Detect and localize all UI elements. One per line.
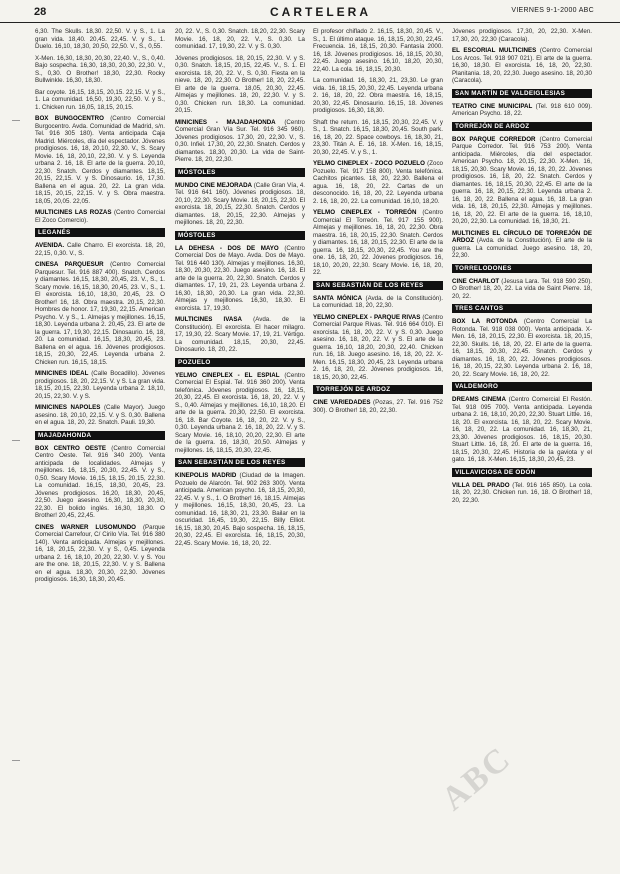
showtimes-text: (Avda. de la Constitución). La comunidad. 18, 20, 22,30. [313, 294, 443, 309]
cinema-listing [313, 399, 443, 414]
showtimes-text: (Centro Comercial La Rotonda. Tel. 918 038 000). Venta anticipada. X-Men. 16, 18, 20,15, 22,30. El exorcista. 18, 20,15, 22,30. Skulls. 16, 18, 20, 22. El arte de la guerra. 16, 18,15, 20,30, 22,45. Snatch. Cerdos y diamantes. 16, 18, 20, 22. Jóvenes prodigiosos. 16, 18, 20,15, 22,30. Leyenda urbana 2. 16, 18, 20, 22. Scary Movie. 16, 18, 20, 22. [452, 318, 592, 378]
section-title: CARTELERA [270, 5, 371, 19]
showtimes-text: La comunidad. 16, 18,30, 21, 23,30. Le gran vida. 16, 18,15, 20,30, 22,45. Leyenda urbana 2. 16, 18, 20, 22. Obra maestra. 16, 18,15, 20,30, 22,45. Dinosaurio. 16,15, 18. Jóvenes prodigiosos. 16,30, 18,30. [313, 77, 443, 114]
showtimes-text: X-Men. 16,30, 18,30, 20,30, 22,40. V., S., 0,40. Bajo sospecha. 16,30, 18,30, 20,30, 22,30. V., S., 0,30. O Brother! 18,30, 22,30. Rocky Bullwinkle. 16,30, 18,30. [35, 54, 165, 84]
cinema-listing [452, 396, 592, 464]
showtimes-text: Jóvenes prodigiosos. 17,30, 20, 22,30. X-Men. 17,30, 20, 22,30 (Caracola). [452, 28, 592, 43]
margin-mark [12, 760, 20, 761]
cinema-listing [452, 278, 592, 301]
showtimes-text: Shaft the return. 16, 18,15, 20,30, 22,45. V. y S., 1. Snatch. 16,15, 18,30, 20,45. South park. 16, 18, 20, 22. Space cowboys. 16, 18,30, 21, 23,30. Titán A. E. 16, 18. X-Men. 16, 18,15, 20,30, 22,45. V. y S., 1. [313, 118, 443, 156]
cinema-listing [35, 404, 165, 427]
cinema-listing [313, 314, 443, 382]
showtimes-text: (Centro Comercial Parque Corredor. Tel. 916 753 200). Venta anticipada. Miércoles, día del espectador. American Psycho. 18, 20,15, 22,30. X-Men. 16, 18,15, 20,30. Scary Movie. 16, 18, 20, 22. Jóvenes prodigiosos. 16, 18, 20, 22. Snatch. Cerdos y diamantes. 16, 18,15, 20,30, 22,45. El arte de la guerra. 16, 18, 20,15, 22,30. Leyenda urbana 2. 16, 18, 20, 22. Ballena el agua. 16, 18. La gran vida. 16, 18, 20,15, 22,30. Almejas y mejillones. 16, 18, 20, 22. El arte de la guerra. 16, 18,10, 20,20, 22,30. La comunidad. 16, 18,30, 21. [452, 135, 592, 225]
showtimes-text: (Jesusa Lara. Tel. 918 590 250). O Brother! 18, 20, 22. La vida de Saint Pierre. 18, 20, 22. [452, 277, 592, 300]
cinema-name: MULTICINES EL CÍRCULO DE TORREJÓN DE ARDOZ [452, 229, 592, 244]
listings-column-3 [313, 28, 443, 860]
cinema-listing [175, 372, 305, 455]
cinema-listing [175, 245, 305, 313]
cinema-name: BOX BUNGOCENTRO [35, 115, 104, 122]
listings-column-2 [175, 28, 305, 860]
showtimes-text: (Tel. 916 165 850). La cola. 18, 20, 22,30. Chicken run. 16, 18. O Brother! 18, 20, 22,30. [452, 481, 592, 504]
cinema-name: YELMO CINEPLEX - ZOCO POZUELO [313, 160, 425, 167]
area-heading: SAN SEBASTIÁN DE LOS REYES [175, 458, 305, 467]
area-heading: SAN SEBASTIÁN DE LOS REYES [313, 281, 443, 290]
area-heading: TORRELODONES [452, 264, 592, 273]
cinema-listing [452, 482, 592, 505]
area-heading: SAN MARTÍN DE VALDEIGLESIAS [452, 89, 592, 98]
cinema-listing [175, 119, 305, 164]
showtimes-text: (Centro Comercial El Restón. Tel. 918 095 700). Venta anticipada. Leyenda urbana 2. 16, 18,10, 20,20, 22,30. Stuart Little. 16, 18, 20. El exorcista. 16, 18, 20, 22. Scary Movie. 16, 18, 20, 22. La comunidad. 16, 18,30, 21, 23,30. Jóvenes prodigiosos. 16, 18,15, 20,30. Stuart Little. 16, 18, 20. El arte de la guerra. 16, 18,15, 20,30, 22,45. Historia de la gaviota y el gato. 16, 18. X-Men. 16,15, 18,30, 20,45, 23. [452, 396, 592, 463]
cinema-name: KINEPOLIS MADRID [175, 472, 237, 479]
showtimes-text: (Centro Comercial Parque Rivas. Tel. 916 664 010). El exorcista. 16, 18, 20, 22. V. y S. 0,30. Juego asesino. 16, 18, 20, 22. V. y S. El arte de la guerra. 16,10, 18,20, 20,30, 22,40. Chicken run. 16, 18. Juego asesino. 16, 18, 20, 22. X-Men. 16,15, 18,30, 20,45, 23. Leyenda urbana 2. 16, 18, 20, 22. Jóvenes prodigiosos. 16, 18,15, 20,30, 22,45. [313, 313, 443, 381]
cinema-name: CINES WARNER LUSOMUNDO [35, 523, 136, 531]
cinema-name: BOX PARQUE CORREDOR [452, 135, 536, 143]
showtimes-text: (Zoco Pozuelo. Tel. 917 158 800). Venta telefónica. Cachitos picantes. 18, 20, 22,30. Ballena el agua. 16, 18, 20, 22. Cartas de un desconocido. 16, 18, 20, 22. Leyenda urbana 2. 16, 18, 20, 22. La comunidad. 16,10, 18,20. [313, 160, 443, 205]
cinema-listing [35, 115, 165, 205]
area-heading: TORREJÓN DE ARDOZ [452, 122, 592, 131]
cinema-name: CINE CHARLOT [452, 277, 500, 285]
cinema-name: CINESA PARQUESUR [35, 261, 104, 268]
showtimes-text: (Centro Comercial Centro Oeste. Tel. 916 340 200). Venta anticipada de localidades. Almejas y mejillones. 16, 18,15, 20,30, 22,45. V. y S., 0,50. Scary Movie. 16,15, 18,15, 20,15, 22,30. La comunidad. 16,15, 18,30, 20,45, 23. Jóvenes prodigiosos. 16,20, 18,30, 20,45, 22,50. Juego asesino. 16,30, 18,30, 20,30, 22,30. El bolido inglés. 16,30, 18,30. O Brother! 20,45, 22,45. [35, 444, 165, 519]
cinema-listing [175, 28, 305, 51]
cinema-name: MINICINES NAPOLES [35, 404, 101, 411]
cinema-listing [313, 119, 443, 157]
cinema-listing [35, 89, 165, 112]
cinema-name: TEATRO CINE MUNICIPAL [452, 102, 533, 110]
cinema-listing [175, 472, 305, 547]
cinema-listing [313, 77, 443, 115]
showtimes-text: (Ciudad de la Imagen. Pozuelo de Alarcón. Tel. 902 263 300). Venta anticipada. American psycho. 16, 18,15, 20,30, 22,45. V. y S., 1. O Brother! 16, 18,15. Almejas y mejillones. 16,15, 18,30, 20,45, 23. La comunidad. 16, 18,30, 21, 23,30. Bailar en la oscuridad. 16,45, 19,30, 22,15. Billy Elliot. 16,15, 18,30, 20,45. Bajo sospecha. 16, 18,15, 20,30, 22,45. El exorcista. 16, 18,15, 20,30, 22,45. Scary Movie. 16, 18, 20, 22. [175, 472, 305, 547]
area-heading: POZUELO [175, 358, 305, 367]
showtimes-text: (Centro Comercial Gran Vía Sur. Tel. 916 345 960). Jóvenes prodigiosos. 17,30, 20, 22,30. V., S. 0,30. Infiel. 17,30, 20, 22,30. Snatch. Cerdos y diamantes. 18,30, 20,30. La vida de Saint-Pierre. 18, 20, 22,30. [175, 118, 305, 163]
showtimes-text: 20, 22. V., S. 0,30. Snatch. 18,20, 22,30. Scary Movie. 16, 18, 20, 22. V., S. 0,30. La comunidad. 17, 19,30, 22. V. y S. 0,30. [175, 28, 305, 50]
showtimes-text: (Avda. de la Constitución). El arte de la guerra. La comunidad. Juego asesino. 18, 20, 22,30. [452, 237, 592, 259]
cinema-listing [452, 136, 592, 226]
cinema-listing [35, 55, 165, 85]
issue-date: VIERNES 9-1-2000 ABC [511, 7, 594, 14]
cinema-name: MUNDO CINE MEJORADA [175, 181, 253, 189]
showtimes-text: (Centro Comercial El Zoco Comercio). [35, 209, 165, 224]
showtimes-text: (Centro Comercial Los Arcos. Tel. 918 907 021). El arte de la guerra. 16,30, 18,30. El exorcista. 16, 18, 20, 22,30. Planitania. 18, 20, 22,30. Juego asesino. 18, 20,30 (Caracola). [452, 47, 592, 84]
cinema-listing [452, 230, 592, 260]
cinema-listing [313, 28, 443, 73]
cinema-name: CINE VARIEDADES [313, 399, 371, 406]
cinema-name: DREAMS CINEMA [452, 396, 506, 403]
showtimes-text: (Centro Comercial El Torreón. Tel. 917 155 900). Almejas y mejillones. 16, 18, 20, 22,30. Obra maestra. 16, 18, 20,15, 22,30. Snatch. Cerdos y diamantes. 16, 18, 20,15, 22,30. El arte de la guerra. 16, 18,15, 20,30, 22,45. You are the one. 16, 18, 20, 22. Jóvenes prodigiosos. 16, 18,10, 20,20, 22,30. Scary Movie. 16, 18, 20, 22. [313, 209, 443, 276]
showtimes-text: (Avda. de la Constitución). El exorcista. El hacer milagro. 17, 19,30, 22. Scary Movie. 17, 19, 21. Vértigo. La comunidad. 18,15, 20,30, 22,45. Dinosaurio. 18, 20, 22. [175, 316, 305, 353]
area-heading: MÓSTOLES [175, 231, 305, 240]
area-heading: MÓSTOLES [175, 168, 305, 177]
cinema-name: EL ESCORIAL MULTICINES [452, 47, 537, 54]
showtimes-text: El profesor chiflado 2. 16,15, 18,30, 20,45. V., S., 1. El último ataque. 16, 18,15, 20,30, 22,45. Frecuencia. 16, 18,15, 20,30. Fantasía 2000. 16, 18. Jóvenes prodigiosos. 16, 18,15, 20,30, 22,45. Juego asesino. 16,10, 18,20, 20,30, 22,40. La cola. 16, 18,15, 20,30. [313, 28, 443, 73]
showtimes-text: Jóvenes prodigiosos. 18, 20,15, 22,30. V. y S. 0,30. Snatch. 18,15, 20,15, 22,45. V., S. 1. El exorcista. 18, 20, 22. V., S. 0,30. Fiesta en la nieve. 18, 20, 22,30. O Brother! 18, 20, 22,45. El arte de la guerra. 18,05, 20,30, 22,45. Almejas y mejillones. 18, 20, 22,30. V. y S. 0,30. Chicken run. 18,30. La comunidad. 20,15. [175, 54, 305, 114]
cinema-listing [35, 242, 165, 257]
cinema-listing [175, 55, 305, 115]
cinema-name: YELMO CINEPLEX - PARQUE RIVAS [313, 313, 421, 321]
cinema-listing [175, 316, 305, 354]
showtimes-text: (Pozas, 27. Tel. 916 752 300). O Brother! 18, 20, 22,30. [313, 399, 443, 414]
cinema-name: YELMO CINEPLEX - EL ESPIAL [175, 371, 280, 379]
showtimes-text: (Tel. 918 610 009). American Psycho. 18, 22. [452, 102, 592, 117]
cinema-name: VILLA DEL PRADO [452, 481, 510, 489]
area-heading: VILLAVICIOSA DE ODÓN [452, 468, 592, 477]
area-heading: MAJADAHONDA [35, 431, 165, 440]
area-heading: LEGANÉS [35, 228, 165, 237]
page-number: 28 [34, 6, 47, 18]
cinema-listing [35, 524, 165, 584]
cinema-listing [35, 261, 165, 366]
cinema-name: MINICINES IDEAL [35, 370, 89, 377]
cinema-name: AVENIDA. [35, 242, 65, 249]
cinema-name: LA DEHESA - DOS DE MAYO [175, 244, 279, 252]
newspaper-watermark: ABC [434, 739, 519, 818]
showtimes-text: (Calle Bocadillo). Jóvenes prodigiosos. 18, 20, 22,15. V. y S. La gran vida. 18,15, 20,15, 22,30. Leyenda urbana 2. 18,10, 20,15, 22,30. V. y S. [35, 370, 165, 400]
cinema-name: MULTICINES IVASA [175, 316, 242, 323]
cinema-name: BOX LA ROTONDA [452, 318, 518, 325]
cinema-listing [35, 445, 165, 520]
cinema-listing [35, 28, 165, 51]
page-header [0, 0, 620, 23]
showtimes-text: Calle Charro. El exorcista. 18, 20, 22,15, 0,30. V., S. [35, 242, 165, 257]
cinema-name: MULTICINES LAS ROZAS [35, 209, 112, 216]
showtimes-text: (Centro Comercial El Espial. Tel. 916 360 200). Venta telefónica. Jóvenes prodigiosos. 16, 18,15, 20,30, 22,45. El exorcista. 16, 18, 20, 22. V. y S., 0,40. Almejas y mejillones. 16,10, 18,20. El arte de la guerra. 20,30, 22,50. El exorcista. 16, 18. Bar Coyote. 16, 18, 20, 22. V. y S., 0,30. Leyenda urbana 2. 16, 18, 20, 22. V. y S. Scary Movie. 16, 18,10, 20,20, 22,30. El arte de la guerra. 16, 18,30, 20,50. Almejas y mejillones. 16, 18,15, 20,30, 22,45. [175, 371, 305, 454]
cinema-name: MINICINES - MAJADAHONDA [175, 118, 276, 126]
margin-mark [12, 440, 20, 441]
showtimes-text: (Calle Gran Vía, 4. Tel. 916 641 160). Jóvenes prodigiosos. 18, 20,10, 22,30. Scary Movie. 18, 20,15, 22,30. El exorcista. 18, 20,15, 22,30. Snatch. Cerdos y diamantes. 18, 20,15, 22,30. Almejas y mejillones. 18, 20, 22,30. [175, 181, 305, 226]
cinema-listing [35, 209, 165, 224]
cinema-listing [452, 47, 592, 85]
cinema-name: YELMO CINEPLEX - TORREÓN [313, 209, 417, 216]
cinema-listing [452, 103, 592, 118]
cinema-listing [452, 28, 592, 43]
cinema-name: BOX CENTRO OESTE [35, 444, 107, 452]
showtimes-text: (Calle Mayor). Juego asesino. 18, 20,10, 22,15. V. y S. 0,30. Ballena en el agua. 18, 20, 22. Snatch. Pauli. 19,30. [35, 404, 165, 426]
area-heading: VALDEMORO [452, 382, 592, 391]
cinema-listing [175, 182, 305, 227]
cinema-name: SANTA MÓNICA [313, 294, 363, 302]
cinema-listing [452, 318, 592, 378]
cinema-listing [313, 295, 443, 310]
showtimes-text: (Parque Comercial Carrefour, C/ Cirilo Vía. Tel. 916 380 140). Venta anticipada. Almejas y mejillones. 16, 18, 20,15, 22,30. V. y S., 0,45. Leyenda urbana 2. 16, 18,10, 20,20, 22,30. V. y S. You are the one. 18, 20,15, 22,30. V. y S. Ballena en el agua. 18,30, 20,30, 22,30. Jóvenes prodigiosos. 16,30, 18,30, 20,45. [35, 523, 165, 583]
margin-mark [12, 120, 20, 121]
listings-column-1 [35, 28, 165, 860]
area-heading: TORREJÓN DE ARDOZ [313, 385, 443, 394]
cinema-listing [313, 209, 443, 277]
showtimes-text: (Centro Comercial Dos de Mayo. Avda. Dos de Mayo. Tel. 916 440 130). Almejas y mejillones. 16,30, 18,30, 20,30, 22,30. Juego asesino. 16, 18. El arte de la guerra. 20, 22,30. Snatch. Cerdos y diamantes. 17, 19, 21, 23. Leyenda urbana 2. 16,30, 18,30, 20,30. La gran vida. 22,30. Almejas y mejillones. 16,30, 18,30. El exorcista. 17, 19,30. [175, 244, 305, 312]
showtimes-text: Bar coyote. 16,15, 18,15, 20,15. 22,15. V. y S., 1. La comunidad. 16,50, 19,30, 22,50. V. y S., 1. Chicken run. 16,05, 18,15, 20,15. [35, 88, 165, 111]
cinema-listing [35, 370, 165, 400]
showtimes-text: (Centro Comercial Burgocentro. Avda. Comunidad de Madrid, s/n. Tel. 916 305 180). Venta anticipada Caja Madrid. Miércoles, día del espectador. Jóvenes prodigiosos. 16, 18, 20,10, 22,30. V., S. Scary Movie. 16, 18, 20,10, 22,30. V. y S. Leyenda urbana 2. 16, 18. El arte de la guerra. 20,10, 22,30. Snatch. Cerdos y diamantes. 18,15, 20,15, 22,15. V. y S. Dinosaurio. 16, 17,30. Ballena en el agua. 20, 22. La gran vida. 18,15, 20,15, 22,15. V. y S. Obra maestra. 18,05, 20,05. 22,05. [35, 115, 165, 205]
showtimes-text: (Centro Comercial Parquesur. Tel. 916 887 400). Snatch. Cerdos y diamantes. 16,15, 18,30, 20,45, 23. V., S., 1. Scary movie. 16,15, 18,30, 20,45, 23. V., S., 1. El exorcista. 16,10, 18,30, 20,45, 23. O Brother! 16, 18. Obra maestra. 20,15, 22,30. Hombres de honor. 17, 19,30, 22,15. American Psycho. V. y S., 1. Almejas y mejillones. 16,15, 18,30. Leyenda urbana 2. 20,45, 23. El arte de la guerra. 17, 19,30, 22,15. Dinosaurio. 16, 18, 20. La comunidad. 16,15, 18,30, 20,45, 23. Ballena en el agua. 16. Jóvenes prodigiosos. 18,15, 20,30, 22,45. Leyenda urbana 2. Chicken run. 16,15, 18,15. [35, 261, 165, 366]
area-heading: TRES CANTOS [452, 304, 592, 313]
cinema-listing [313, 160, 443, 205]
showtimes-text: 6,30. The Skulls. 18,30. 22,50. V. y S., 1. La gran vida. 18,40. 20,45. 22,45. V. y S., 1. Duelo. 16,10, 18,30, 20,50, 22,50. V., S., 0,55. [35, 28, 165, 50]
